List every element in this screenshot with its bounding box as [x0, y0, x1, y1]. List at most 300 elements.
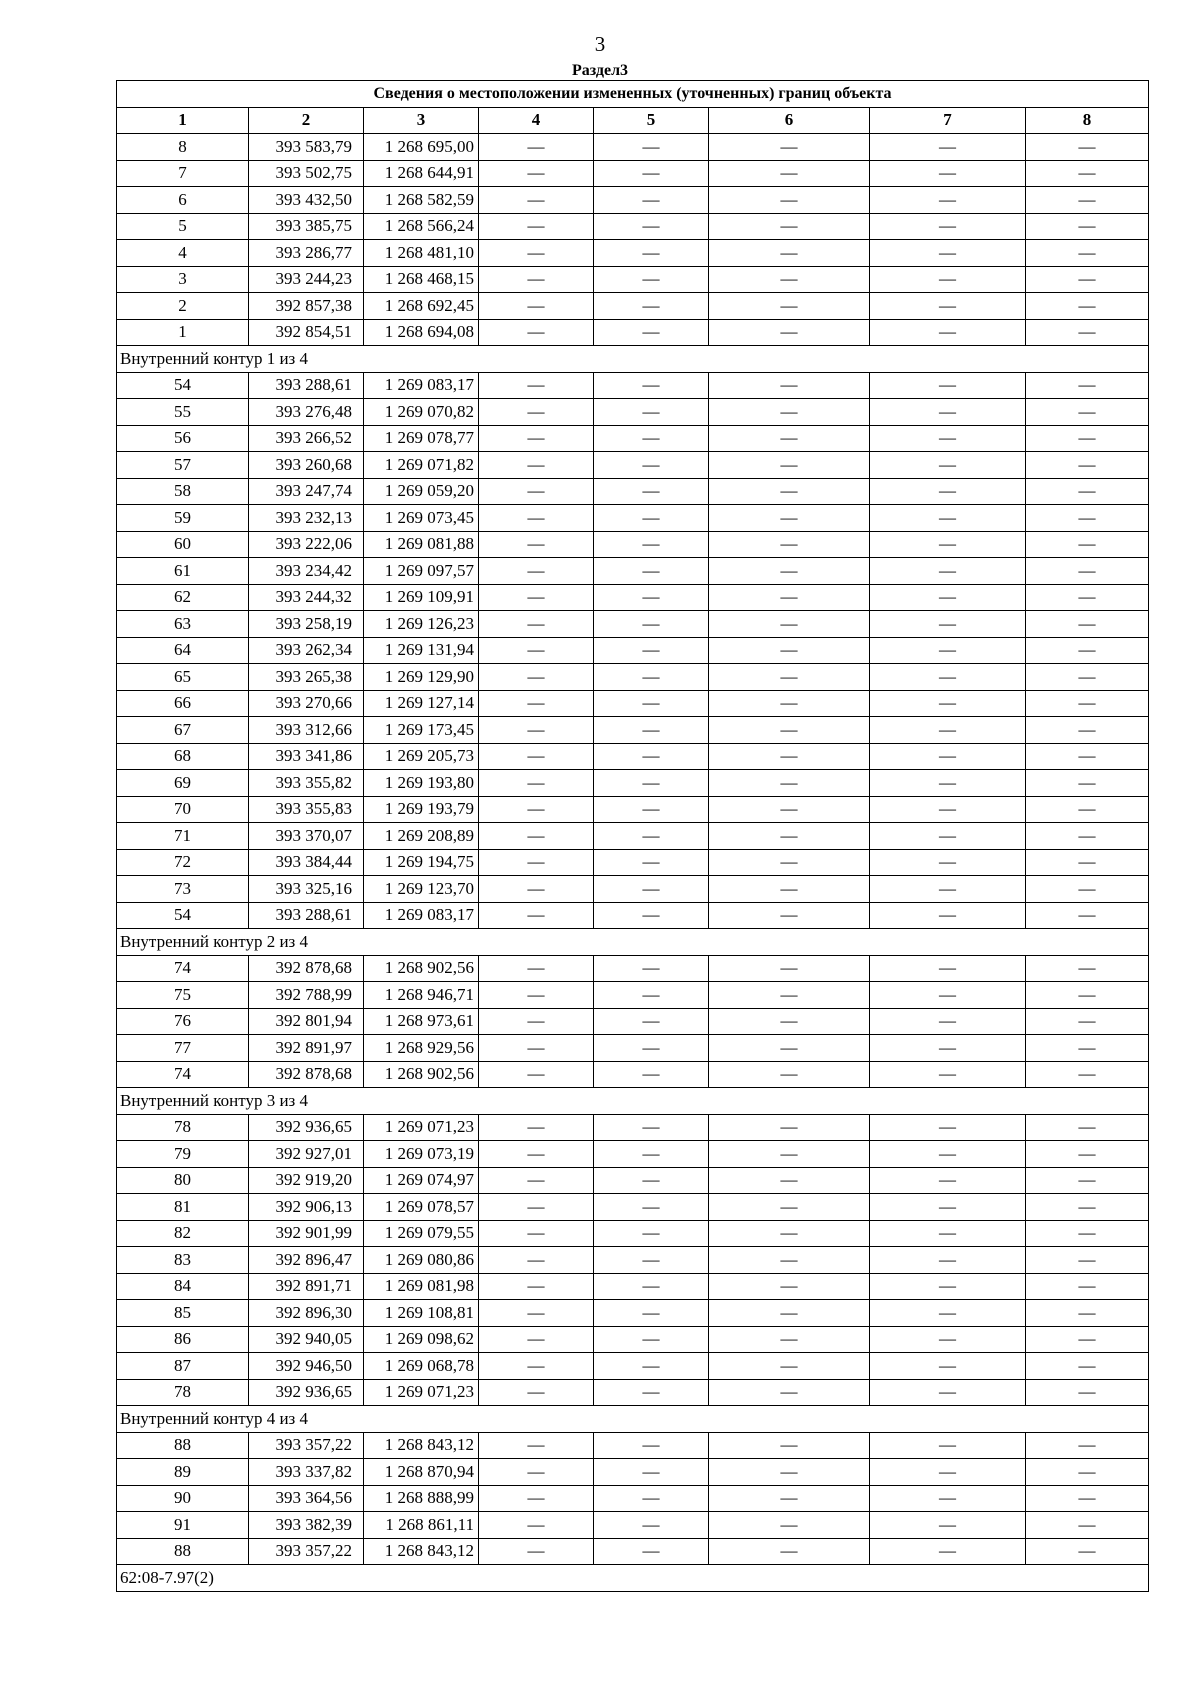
empty-value-dash: — — [870, 558, 1026, 585]
coordinate-y: 1 269 070,82 — [364, 399, 479, 426]
coordinate-y: 1 268 973,61 — [364, 1008, 479, 1035]
table-row — [117, 319, 1149, 346]
point-number: 65 — [117, 664, 249, 691]
coordinate-y: 1 268 861,11 — [364, 1512, 479, 1539]
coordinate-y: 1 269 173,45 — [364, 717, 479, 744]
table-row — [117, 1273, 1149, 1300]
empty-value-dash: — — [870, 584, 1026, 611]
coordinate-x: 393 355,83 — [249, 796, 364, 823]
empty-value-dash: — — [479, 1008, 594, 1035]
coordinate-x: 393 355,82 — [249, 770, 364, 797]
table-row — [117, 134, 1149, 161]
empty-value-dash: — — [594, 505, 709, 532]
empty-value-dash: — — [594, 717, 709, 744]
table-row — [117, 664, 1149, 691]
point-number: 75 — [117, 982, 249, 1009]
point-number: 86 — [117, 1326, 249, 1353]
empty-value-dash: — — [870, 425, 1026, 452]
coordinate-x: 392 901,99 — [249, 1220, 364, 1247]
empty-value-dash: — — [479, 1194, 594, 1221]
empty-value-dash: — — [709, 849, 870, 876]
point-number: 60 — [117, 531, 249, 558]
table-footer-row — [117, 1565, 1149, 1592]
table-caption: Сведения о местоположении измененных (уточненных) границ объекта — [117, 81, 1149, 108]
table-row — [117, 690, 1149, 717]
empty-value-dash: — — [870, 1114, 1026, 1141]
empty-value-dash: — — [1026, 478, 1149, 505]
coordinate-x: 393 288,61 — [249, 372, 364, 399]
column-header-row — [117, 107, 1149, 134]
empty-value-dash: — — [1026, 611, 1149, 638]
coordinate-x: 393 260,68 — [249, 452, 364, 479]
coordinate-y: 1 269 074,97 — [364, 1167, 479, 1194]
empty-value-dash: — — [1026, 1167, 1149, 1194]
point-number: 71 — [117, 823, 249, 850]
empty-value-dash: — — [1026, 505, 1149, 532]
empty-value-dash: — — [870, 1326, 1026, 1353]
coordinate-x: 393 247,74 — [249, 478, 364, 505]
empty-value-dash: — — [1026, 240, 1149, 267]
empty-value-dash: — — [594, 849, 709, 876]
empty-value-dash: — — [594, 1061, 709, 1088]
coordinate-x: 393 234,42 — [249, 558, 364, 585]
table-row — [117, 982, 1149, 1009]
empty-value-dash: — — [594, 1538, 709, 1565]
column-header: 8 — [1026, 107, 1149, 134]
empty-value-dash: — — [709, 1008, 870, 1035]
column-header: 2 — [249, 107, 364, 134]
empty-value-dash: — — [1026, 531, 1149, 558]
empty-value-dash: — — [870, 1432, 1026, 1459]
empty-value-dash: — — [709, 319, 870, 346]
empty-value-dash: — — [594, 1141, 709, 1168]
point-number: 78 — [117, 1379, 249, 1406]
coordinate-x: 392 896,47 — [249, 1247, 364, 1274]
section-title: Раздел3 — [571, 62, 629, 79]
empty-value-dash: — — [1026, 1114, 1149, 1141]
empty-value-dash: — — [479, 505, 594, 532]
empty-value-dash: — — [594, 770, 709, 797]
table-row — [117, 1220, 1149, 1247]
column-header: 7 — [870, 107, 1026, 134]
empty-value-dash: — — [709, 372, 870, 399]
table-row — [117, 1326, 1149, 1353]
table-row — [117, 452, 1149, 479]
empty-value-dash: — — [1026, 1512, 1149, 1539]
coordinate-y: 1 269 059,20 — [364, 478, 479, 505]
empty-value-dash: — — [594, 955, 709, 982]
table-row — [117, 955, 1149, 982]
point-number: 77 — [117, 1035, 249, 1062]
empty-value-dash: — — [870, 664, 1026, 691]
point-number: 54 — [117, 372, 249, 399]
empty-value-dash: — — [709, 717, 870, 744]
table-row — [117, 425, 1149, 452]
empty-value-dash: — — [709, 425, 870, 452]
empty-value-dash: — — [594, 796, 709, 823]
point-number: 8 — [117, 134, 249, 161]
empty-value-dash: — — [709, 584, 870, 611]
table-row — [117, 1459, 1149, 1486]
point-number: 58 — [117, 478, 249, 505]
coordinate-y: 1 269 129,90 — [364, 664, 479, 691]
coordinate-x: 392 857,38 — [249, 293, 364, 320]
empty-value-dash: — — [594, 425, 709, 452]
coordinate-y: 1 269 109,91 — [364, 584, 479, 611]
coordinate-x: 393 385,75 — [249, 213, 364, 240]
table-row — [117, 902, 1149, 929]
empty-value-dash: — — [870, 478, 1026, 505]
empty-value-dash: — — [1026, 1061, 1149, 1088]
empty-value-dash: — — [870, 1485, 1026, 1512]
empty-value-dash: — — [479, 876, 594, 903]
point-number: 74 — [117, 955, 249, 982]
empty-value-dash: — — [870, 1008, 1026, 1035]
empty-value-dash: — — [479, 743, 594, 770]
empty-value-dash: — — [479, 1512, 594, 1539]
table-row — [117, 1114, 1149, 1141]
empty-value-dash: — — [870, 1061, 1026, 1088]
empty-value-dash: — — [594, 452, 709, 479]
point-number: 63 — [117, 611, 249, 638]
point-number: 76 — [117, 1008, 249, 1035]
empty-value-dash: — — [594, 134, 709, 161]
coordinate-x: 393 244,23 — [249, 266, 364, 293]
coordinate-y: 1 269 131,94 — [364, 637, 479, 664]
empty-value-dash: — — [1026, 1459, 1149, 1486]
coordinate-x: 393 276,48 — [249, 399, 364, 426]
coordinate-y: 1 269 083,17 — [364, 372, 479, 399]
empty-value-dash: — — [479, 1379, 594, 1406]
coordinate-x: 392 878,68 — [249, 1061, 364, 1088]
coordinate-x: 393 288,61 — [249, 902, 364, 929]
empty-value-dash: — — [709, 1485, 870, 1512]
point-number: 81 — [117, 1194, 249, 1221]
coordinate-y: 1 269 083,17 — [364, 902, 479, 929]
empty-value-dash: — — [594, 690, 709, 717]
empty-value-dash: — — [479, 1432, 594, 1459]
empty-value-dash: — — [870, 531, 1026, 558]
table-row — [117, 876, 1149, 903]
coordinate-x: 393 258,19 — [249, 611, 364, 638]
empty-value-dash: — — [594, 1326, 709, 1353]
coordinate-x: 392 936,65 — [249, 1379, 364, 1406]
point-number: 73 — [117, 876, 249, 903]
empty-value-dash: — — [479, 664, 594, 691]
point-number: 1 — [117, 319, 249, 346]
empty-value-dash: — — [709, 1273, 870, 1300]
empty-value-dash: — — [479, 452, 594, 479]
empty-value-dash: — — [594, 1379, 709, 1406]
empty-value-dash: — — [479, 823, 594, 850]
table-row — [117, 266, 1149, 293]
empty-value-dash: — — [1026, 399, 1149, 426]
point-number: 7 — [117, 160, 249, 187]
empty-value-dash: — — [479, 849, 594, 876]
empty-value-dash: — — [870, 823, 1026, 850]
empty-value-dash: — — [594, 1008, 709, 1035]
contour-group-row — [117, 1088, 1149, 1115]
empty-value-dash: — — [709, 1167, 870, 1194]
point-number: 67 — [117, 717, 249, 744]
point-number: 90 — [117, 1485, 249, 1512]
empty-value-dash: — — [1026, 796, 1149, 823]
empty-value-dash: — — [1026, 293, 1149, 320]
empty-value-dash: — — [479, 1459, 594, 1486]
coordinate-y: 1 268 468,15 — [364, 266, 479, 293]
table-row — [117, 823, 1149, 850]
coordinate-y: 1 268 902,56 — [364, 955, 479, 982]
empty-value-dash: — — [594, 1035, 709, 1062]
coordinate-y: 1 269 098,62 — [364, 1326, 479, 1353]
coordinate-y: 1 269 071,23 — [364, 1114, 479, 1141]
table-row — [117, 293, 1149, 320]
empty-value-dash: — — [709, 1379, 870, 1406]
table-row — [117, 1194, 1149, 1221]
empty-value-dash: — — [1026, 690, 1149, 717]
empty-value-dash: — — [594, 902, 709, 929]
table-row — [117, 849, 1149, 876]
empty-value-dash: — — [594, 1247, 709, 1274]
column-header: 5 — [594, 107, 709, 134]
empty-value-dash: — — [1026, 637, 1149, 664]
empty-value-dash: — — [870, 637, 1026, 664]
empty-value-dash: — — [709, 452, 870, 479]
empty-value-dash: — — [1026, 160, 1149, 187]
empty-value-dash: — — [1026, 558, 1149, 585]
empty-value-dash: — — [1026, 717, 1149, 744]
point-number: 5 — [117, 213, 249, 240]
empty-value-dash: — — [1026, 1194, 1149, 1221]
coordinate-x: 393 232,13 — [249, 505, 364, 532]
column-header: 4 — [479, 107, 594, 134]
empty-value-dash: — — [1026, 1326, 1149, 1353]
point-number: 91 — [117, 1512, 249, 1539]
coordinate-y: 1 269 123,70 — [364, 876, 479, 903]
empty-value-dash: — — [594, 1432, 709, 1459]
table-row — [117, 1432, 1149, 1459]
empty-value-dash: — — [594, 637, 709, 664]
contour-group-label: Внутренний контур 3 из 4 — [117, 1088, 1149, 1115]
empty-value-dash: — — [1026, 1141, 1149, 1168]
empty-value-dash: — — [594, 743, 709, 770]
point-number: 82 — [117, 1220, 249, 1247]
empty-value-dash: — — [709, 690, 870, 717]
empty-value-dash: — — [594, 664, 709, 691]
empty-value-dash: — — [594, 1353, 709, 1380]
empty-value-dash: — — [479, 134, 594, 161]
table-row — [117, 187, 1149, 214]
empty-value-dash: — — [479, 1273, 594, 1300]
coordinate-x: 393 357,22 — [249, 1432, 364, 1459]
empty-value-dash: — — [709, 1459, 870, 1486]
empty-value-dash: — — [709, 1432, 870, 1459]
empty-value-dash: — — [479, 770, 594, 797]
contour-group-row — [117, 1406, 1149, 1433]
empty-value-dash: — — [1026, 213, 1149, 240]
empty-value-dash: — — [870, 1220, 1026, 1247]
empty-value-dash: — — [479, 240, 594, 267]
empty-value-dash: — — [870, 134, 1026, 161]
empty-value-dash: — — [870, 1194, 1026, 1221]
coordinate-x: 392 801,94 — [249, 1008, 364, 1035]
table-row — [117, 1353, 1149, 1380]
empty-value-dash: — — [709, 1194, 870, 1221]
empty-value-dash: — — [594, 160, 709, 187]
empty-value-dash: — — [870, 690, 1026, 717]
empty-value-dash: — — [594, 478, 709, 505]
table-row — [117, 399, 1149, 426]
empty-value-dash: — — [479, 1538, 594, 1565]
coordinate-x: 393 262,34 — [249, 637, 364, 664]
table-row — [117, 240, 1149, 267]
empty-value-dash: — — [594, 1485, 709, 1512]
empty-value-dash: — — [709, 1114, 870, 1141]
coordinate-x: 393 244,32 — [249, 584, 364, 611]
empty-value-dash: — — [870, 399, 1026, 426]
empty-value-dash: — — [870, 955, 1026, 982]
empty-value-dash: — — [870, 1538, 1026, 1565]
coordinate-x: 393 325,16 — [249, 876, 364, 903]
empty-value-dash: — — [709, 531, 870, 558]
coordinate-x: 393 384,44 — [249, 849, 364, 876]
coordinate-x: 392 940,05 — [249, 1326, 364, 1353]
coordinate-y: 1 268 695,00 — [364, 134, 479, 161]
coordinate-x: 393 265,38 — [249, 664, 364, 691]
empty-value-dash: — — [709, 743, 870, 770]
table-footer: 62:08-7.97(2) — [117, 1565, 1149, 1592]
empty-value-dash: — — [594, 213, 709, 240]
empty-value-dash: — — [594, 399, 709, 426]
coordinates-table — [116, 80, 1149, 1592]
coordinate-x: 392 946,50 — [249, 1353, 364, 1380]
empty-value-dash: — — [870, 1353, 1026, 1380]
empty-value-dash: — — [870, 372, 1026, 399]
empty-value-dash: — — [594, 1300, 709, 1327]
coordinate-x: 393 337,82 — [249, 1459, 364, 1486]
empty-value-dash: — — [1026, 849, 1149, 876]
point-number: 3 — [117, 266, 249, 293]
empty-value-dash: — — [870, 796, 1026, 823]
table-row — [117, 1512, 1149, 1539]
coordinate-y: 1 268 946,71 — [364, 982, 479, 1009]
empty-value-dash: — — [1026, 1379, 1149, 1406]
coordinate-x: 392 896,30 — [249, 1300, 364, 1327]
empty-value-dash: — — [594, 293, 709, 320]
empty-value-dash: — — [709, 637, 870, 664]
empty-value-dash: — — [1026, 982, 1149, 1009]
empty-value-dash: — — [709, 478, 870, 505]
column-header: 6 — [709, 107, 870, 134]
coordinate-y: 1 269 127,14 — [364, 690, 479, 717]
empty-value-dash: — — [1026, 134, 1149, 161]
empty-value-dash: — — [479, 955, 594, 982]
empty-value-dash: — — [594, 1167, 709, 1194]
empty-value-dash: — — [479, 558, 594, 585]
empty-value-dash: — — [594, 823, 709, 850]
coordinate-y: 1 269 080,86 — [364, 1247, 479, 1274]
coordinate-y: 1 269 193,79 — [364, 796, 479, 823]
table-row — [117, 796, 1149, 823]
empty-value-dash: — — [594, 1220, 709, 1247]
empty-value-dash: — — [1026, 1300, 1149, 1327]
coordinate-x: 392 919,20 — [249, 1167, 364, 1194]
point-number: 54 — [117, 902, 249, 929]
point-number: 88 — [117, 1538, 249, 1565]
empty-value-dash: — — [1026, 743, 1149, 770]
empty-value-dash: — — [479, 1485, 594, 1512]
point-number: 79 — [117, 1141, 249, 1168]
contour-group-label: Внутренний контур 4 из 4 — [117, 1406, 1149, 1433]
empty-value-dash: — — [1026, 452, 1149, 479]
empty-value-dash: — — [594, 531, 709, 558]
empty-value-dash: — — [1026, 1008, 1149, 1035]
coordinate-y: 1 268 566,24 — [364, 213, 479, 240]
empty-value-dash: — — [1026, 1247, 1149, 1274]
empty-value-dash: — — [594, 240, 709, 267]
coordinate-y: 1 269 194,75 — [364, 849, 479, 876]
table-row — [117, 1035, 1149, 1062]
empty-value-dash: — — [479, 1220, 594, 1247]
empty-value-dash: — — [479, 584, 594, 611]
empty-value-dash: — — [870, 1512, 1026, 1539]
point-number: 61 — [117, 558, 249, 585]
empty-value-dash: — — [479, 1353, 594, 1380]
coordinate-x: 393 583,79 — [249, 134, 364, 161]
table-row — [117, 1247, 1149, 1274]
coordinate-y: 1 268 929,56 — [364, 1035, 479, 1062]
coordinate-y: 1 269 081,88 — [364, 531, 479, 558]
column-header: 1 — [117, 107, 249, 134]
empty-value-dash: — — [479, 160, 594, 187]
coordinate-x: 392 854,51 — [249, 319, 364, 346]
empty-value-dash: — — [479, 213, 594, 240]
table-row — [117, 213, 1149, 240]
empty-value-dash: — — [1026, 955, 1149, 982]
point-number: 68 — [117, 743, 249, 770]
empty-value-dash: — — [709, 955, 870, 982]
empty-value-dash: — — [479, 399, 594, 426]
table-row — [117, 1167, 1149, 1194]
coordinate-y: 1 269 208,89 — [364, 823, 479, 850]
empty-value-dash: — — [1026, 372, 1149, 399]
point-number: 85 — [117, 1300, 249, 1327]
empty-value-dash: — — [870, 743, 1026, 770]
empty-value-dash: — — [870, 266, 1026, 293]
empty-value-dash: — — [1026, 266, 1149, 293]
empty-value-dash: — — [479, 187, 594, 214]
coordinate-y: 1 268 694,08 — [364, 319, 479, 346]
point-number: 88 — [117, 1432, 249, 1459]
table-row — [117, 505, 1149, 532]
empty-value-dash: — — [709, 505, 870, 532]
empty-value-dash: — — [479, 611, 594, 638]
empty-value-dash: — — [594, 611, 709, 638]
coordinate-x: 393 222,06 — [249, 531, 364, 558]
coordinate-y: 1 269 071,23 — [364, 1379, 479, 1406]
point-number: 6 — [117, 187, 249, 214]
empty-value-dash: — — [1026, 584, 1149, 611]
table-row — [117, 1061, 1149, 1088]
point-number: 89 — [117, 1459, 249, 1486]
empty-value-dash: — — [870, 770, 1026, 797]
empty-value-dash: — — [479, 1035, 594, 1062]
coordinate-y: 1 268 870,94 — [364, 1459, 479, 1486]
empty-value-dash: — — [1026, 1538, 1149, 1565]
empty-value-dash: — — [870, 319, 1026, 346]
empty-value-dash: — — [479, 531, 594, 558]
point-number: 64 — [117, 637, 249, 664]
